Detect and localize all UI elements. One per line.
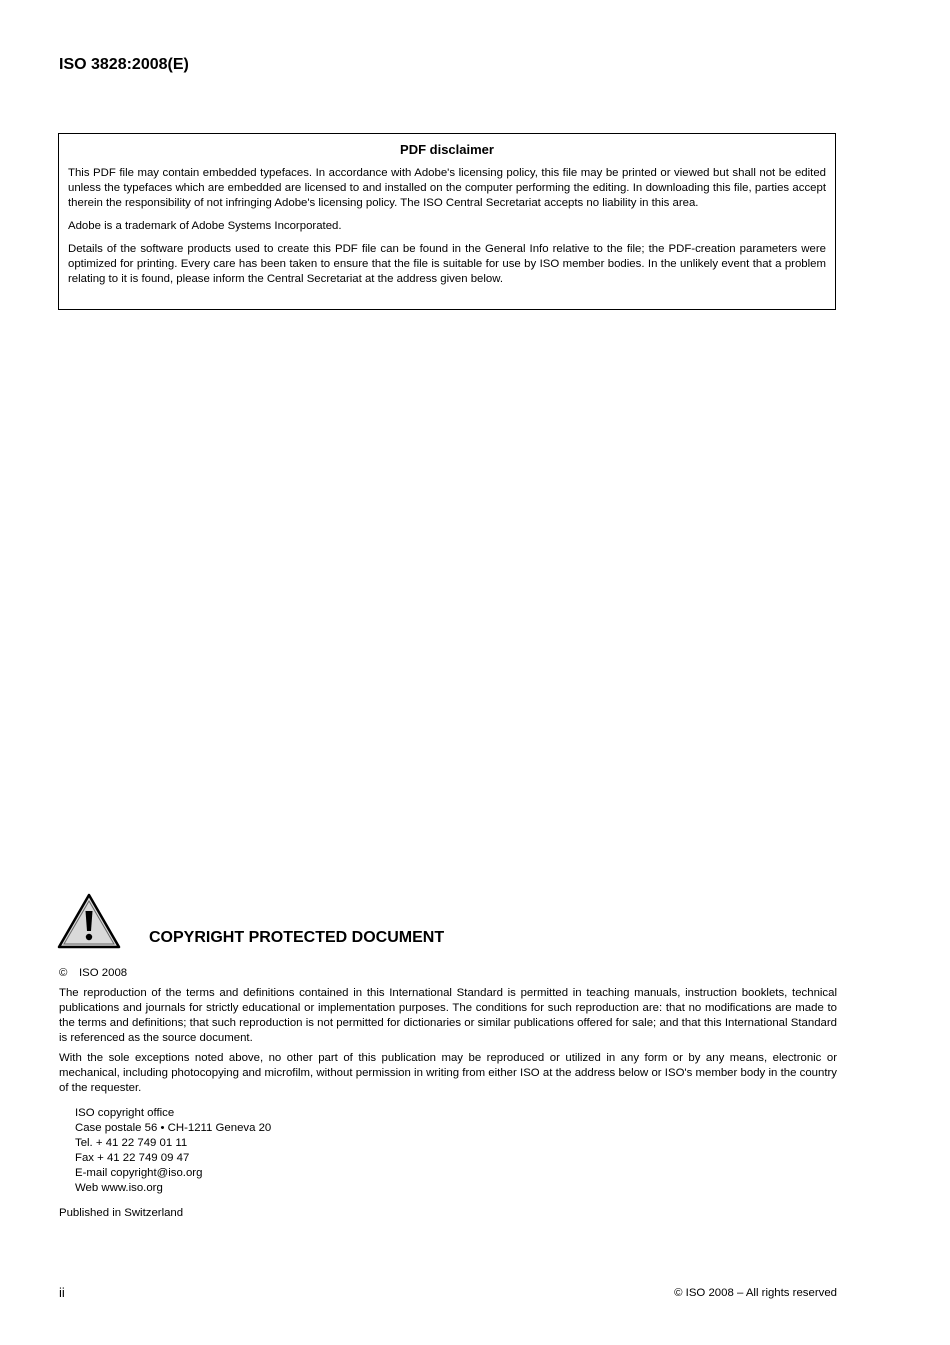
document-id: ISO 3828:2008(E): [59, 56, 189, 73]
published-in: Published in Switzerland: [59, 1207, 184, 1219]
footer-copyright: © ISO 2008 – All rights reserved: [674, 1287, 837, 1299]
page-number: ii: [59, 1285, 65, 1300]
copyright-year-line: [59, 966, 837, 981]
disclaimer-paragraph: Adobe is a trademark of Adobe Systems Incorporated.: [68, 220, 342, 232]
address-line: ISO copyright office: [75, 1107, 175, 1119]
copyright-section: [59, 966, 837, 1221]
disclaimer-paragraph: This PDF file may contain embedded typefaces. In accordance with Adobe's licensing policy, this file may be printed or viewed but shall not be edited unless the typefaces which are embedded are licensed to and installed on the computer performing the editing. In downloading this file, parties accept therein the responsibility of not infringing Adobe's licensing policy. The ISO Central Secretariat accepts no liability in this area.: [68, 167, 826, 209]
pdf-disclaimer-box: [58, 133, 836, 310]
disclaimer-title: PDF disclaimer: [400, 142, 494, 157]
copyright-paragraph: With the sole exceptions noted above, no other part of this publication may be reproduced or utilized in any form or by any means, electronic or mechanical, including photocopying and microfilm, without permission in writing from either ISO at the address below or ISO's member body in the country of the requester.: [59, 1052, 837, 1094]
disclaimer-paragraph: Details of the software products used to create this PDF file can be found in the General Info relative to the file; the PDF-creation parameters were optimized for printing. Every care has been taken to ensure that the file is suitable for use by ISO member bodies. In the unlikely event that a problem relating to it is found, please inform the Central Secretariat at the address given below.: [68, 243, 826, 285]
iso-address: [75, 1106, 837, 1196]
copyright-paragraph: The reproduction of the terms and definitions contained in this International Standard is permitted in teaching manuals, instruction booklets, technical publications and journals for strictly educational or implementation purposes. The conditions for such reproduction are: that no modifications are made to the terms and definitions; that such reproduction is not permitted for dictionaries or similar publications offered for sale; and that this International Standard is referenced as the source document.: [59, 987, 837, 1044]
address-phone: Tel. + 41 22 749 01 11: [75, 1137, 188, 1149]
address-fax: Fax + 41 22 749 09 47: [75, 1152, 190, 1164]
copyright-symbol: ©: [59, 967, 68, 979]
copyright-heading: COPYRIGHT PROTECTED DOCUMENT: [149, 929, 445, 946]
warning-triangle-icon: [57, 893, 121, 949]
address-email: E-mail copyright@iso.org: [75, 1167, 203, 1179]
address-line: Case postale 56 • CH-1211 Geneva 20: [75, 1122, 272, 1134]
address-web: Web www.iso.org: [75, 1182, 163, 1194]
copyright-year: ISO 2008: [79, 967, 128, 979]
